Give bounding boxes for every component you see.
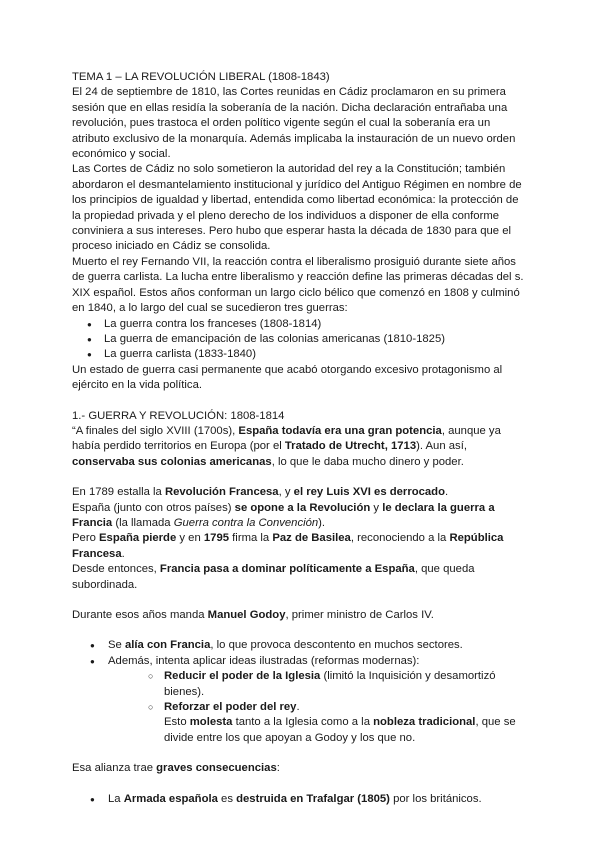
list-item: ○ Reforzar el poder del rey. Esto molesta tanto a la Iglesia como a la nobleza tradicional, que se divide entre los que apoyan a Godoy y los que no.: [108, 700, 530, 746]
list-item: ● Se alía con Francia, lo que provoca descontento en muchos sectores.: [72, 638, 530, 653]
quote-paragraph: “A finales del siglo XVIII (1700s), España todavía era una gran potencia, aunque ya había perdido territorios en Europa (por el Tratado de Utrecht, 1713). Aun así, conservaba sus colonias americanas, lo que le daba mucho dinero y poder.: [72, 424, 501, 468]
intro-paragraph-4: Un estado de guerra casi permanente que acabó otorgando excesivo protagonismo al ejército en la vida política.: [72, 363, 503, 392]
intro-paragraph-1: El 24 de septiembre de 1810, las Cortes reunidas en Cádiz proclamaron en su primera sesión que en ellas residía la soberanía de la nación. Dicha declaración entrañaba una revolución, pues trastoca el orden político vigente según el cual la soberanía era un atributo exclusivo de la monarquía. Además implicaba la instauración de un nuevo orden económico y social.: [72, 86, 516, 161]
basilea-paragraph: Pero España pierde y en 1795 firma la Paz de Basilea, reconociendo a la República Francesa.: [72, 532, 504, 560]
intro-paragraph-2: Las Cortes de Cádiz no solo sometieron la autoridad del rey a la Constitución; también abordaron el desmantelamiento institucional y jurídico del Antiguo Régimen en nombre de los principios de igualdad y libertad, entendida como libertad económica: la protección de la propiedad privada y el pleno derecho de los individuos a disponer de ella conforme conviniera a sus intereses. Pero hubo que esperar hasta la década de 1830 para que el proceso iniciado en Cádiz se consolida.: [72, 163, 522, 253]
list-item: ● La guerra carlista (1833-1840): [72, 347, 530, 362]
spain-opposes-paragraph: España (junto con otros países) se opone a la Revolución y le declara la guerra a Francia (la llamada Guerra contra la Convención).: [72, 501, 495, 529]
consequences-line: Esa alianza trae graves consecuencias:: [72, 762, 280, 775]
wars-list: [72, 317, 530, 363]
revolution-line: En 1789 estalla la Revolución Francesa, y el rey Luis XVI es derrocado.: [72, 486, 449, 499]
godoy-line: Durante esos años manda Manuel Godoy, primer ministro de Carlos IV.: [72, 609, 434, 621]
godoy-policies-list: [72, 638, 530, 746]
list-item: ○ Reducir el poder de la Iglesia (limitó la Inquisición y desamortizó bienes).: [108, 669, 530, 700]
section-heading: 1.- GUERRA Y REVOLUCIÓN: 1808-1814: [72, 409, 285, 422]
intro-paragraph-3: Muerto el rey Fernando VII, la reacción contra el liberalismo prosiguió durante siete años de guerra carlista. La lucha entre liberalismo y reacción define las primeras décadas del s. XIX español. Estos años conforman un largo ciclo bélico que comenzó en 1808 y culminó en 1840, a lo largo del cual se sucedieron tres guerras:: [72, 255, 524, 315]
reforms-sublist: [108, 669, 530, 746]
list-item: ● La guerra de emancipación de las colonias americanas (1810-1825): [72, 332, 530, 347]
list-item: ● Además, intenta aplicar ideas ilustradas (reformas modernas): ○ Reducir el poder de la Iglesia (limitó la Inquisición y desamortizó bienes). ○ Reforzar el poder del rey. Esto molesta tanto a la Iglesia como a la nobleza tradicional, que se divide entre los que apoyan a Godoy y los que no.: [72, 654, 530, 746]
list-item: ● La Armada española es destruida en Trafalgar (1805) por los británicos.: [72, 792, 530, 807]
list-item: ● La guerra contra los franceses (1808-1814): [72, 317, 530, 332]
french-dominance-paragraph: Desde entonces, Francia pasa a dominar políticamente a España, que queda subordinada.: [72, 563, 475, 591]
topic-title: TEMA 1 – LA REVOLUCIÓN LIBERAL (1808-1843): [72, 71, 330, 83]
consequences-list: [72, 792, 530, 807]
